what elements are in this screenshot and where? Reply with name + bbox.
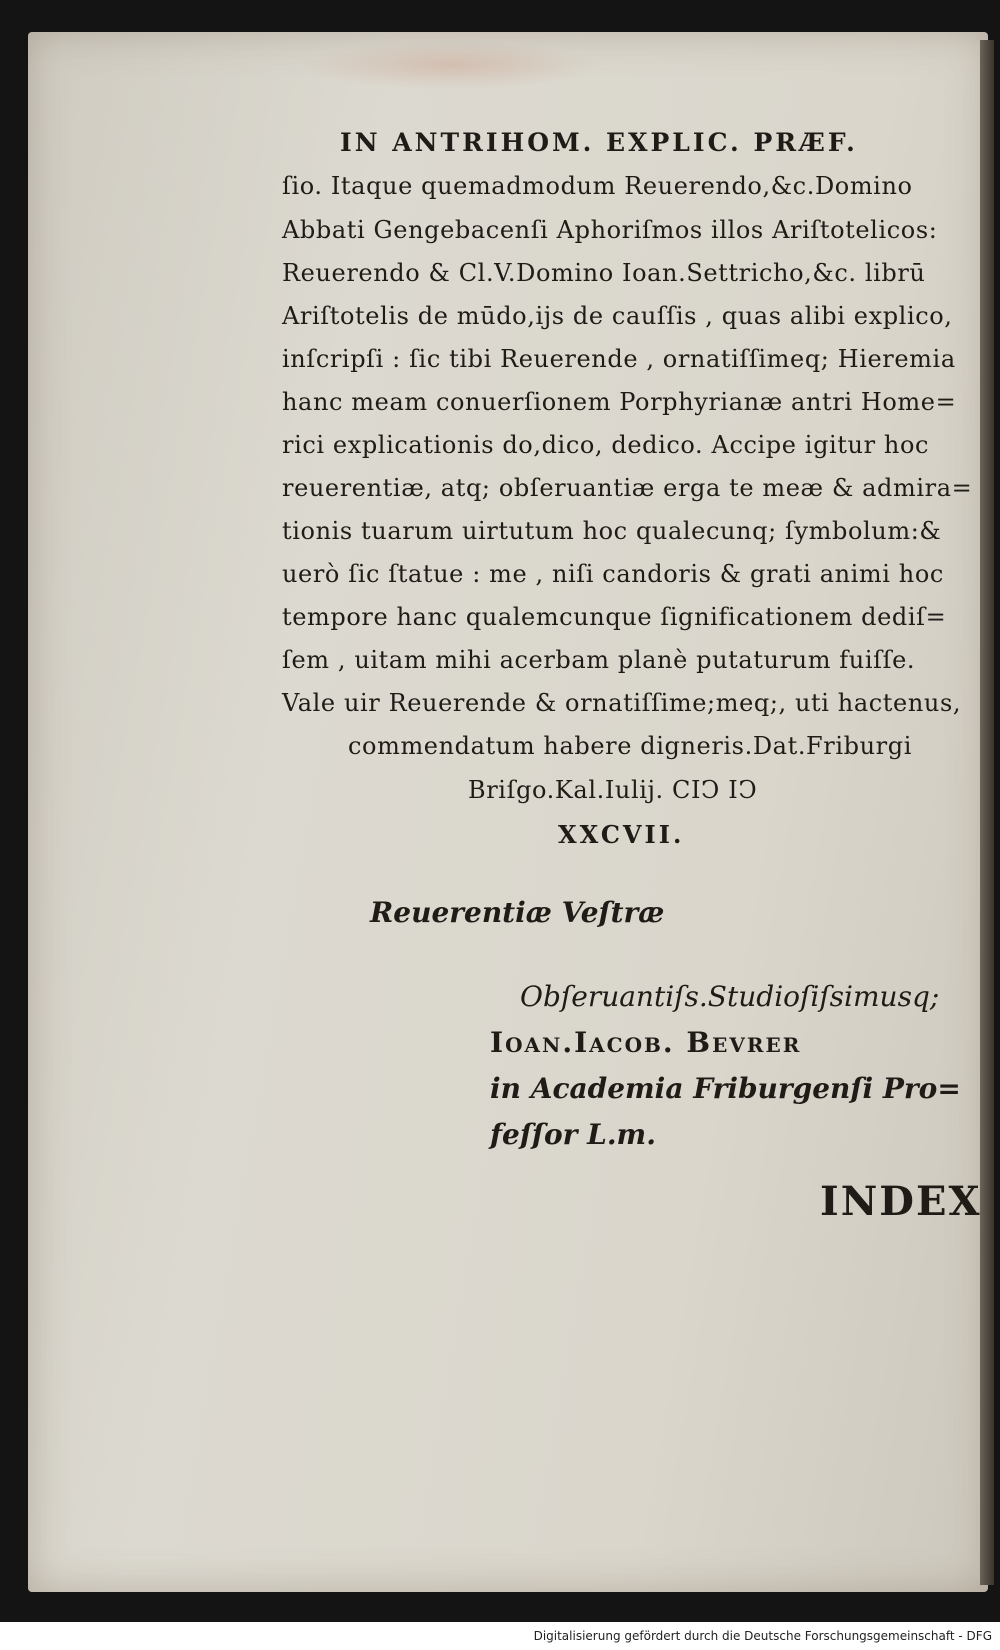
body-line: tempore hanc qualemcunque ſignificationem dediſ= <box>282 603 947 631</box>
catchword: INDEX <box>820 1178 982 1225</box>
body-line: inſcripſi : ſic tibi Reuerende , ornatiſſimeq; Hieremia <box>282 345 956 373</box>
signature-line: Obſeruantiſs.Studioſiſsimusq; <box>520 980 940 1013</box>
year-line: XXCVII. <box>558 820 685 849</box>
body-line: ſem , uitam mihi acerbam planè putaturum fuiſſe. <box>282 646 916 674</box>
body-line: Abbati Gengebacenſi Aphoriſmos illos Ariſtotelicos: <box>282 216 938 244</box>
body-line: reuerentiæ, atq; obſeruantiæ erga te meæ & admira= <box>282 474 973 502</box>
page-edge <box>980 40 994 1585</box>
closing-line: commendatum habere digneris.Dat.Friburgi <box>348 732 912 760</box>
signature-line: feſſor L.m. <box>490 1118 656 1151</box>
body-line: Reuerendo & Cl.V.Domino Ioan.Settricho,&c. librū <box>282 259 926 287</box>
salutation: Reuerentiæ Veſtræ <box>370 896 665 929</box>
body-line: Ariſtotelis de mūdo,ijs de cauſſis , quas alibi explico, <box>282 302 953 330</box>
footer-text: Digitalisierung gefördert durch die Deutsche Forschungsgemeinschaft - DFG <box>533 1629 992 1643</box>
body-line: tionis tuarum uirtutum hoc qualecunq; ſymbolum:& <box>282 517 942 545</box>
running-header: IN ANTRIHOM. EXPLIC. PRÆF. <box>340 128 858 157</box>
body-line: Vale uir Reuerende & ornatiſſime;meq;, uti hactenus, <box>282 689 962 717</box>
signature-line: in Academia Friburgenſi Pro= <box>490 1072 961 1105</box>
date-line: Briſgo.Kal.Iulij. CIↃ IↃ <box>468 776 758 804</box>
digitization-footer <box>0 1622 1000 1650</box>
body-line: ſio. Itaque quemadmodum Reuerendo,&c.Domino <box>282 172 913 200</box>
body-line: rici explicationis do,dico, dedico. Accipe igitur hoc <box>282 431 930 459</box>
signature-name: Ioan.Iacob. Bevrer <box>490 1026 802 1059</box>
body-line: hanc meam conuerſionem Porphyrianæ antri Home= <box>282 388 957 416</box>
body-line: uerò ſic ſtatue : me , niſi candoris & grati animi hoc <box>282 560 944 588</box>
ink-bleed-stain <box>300 40 600 90</box>
